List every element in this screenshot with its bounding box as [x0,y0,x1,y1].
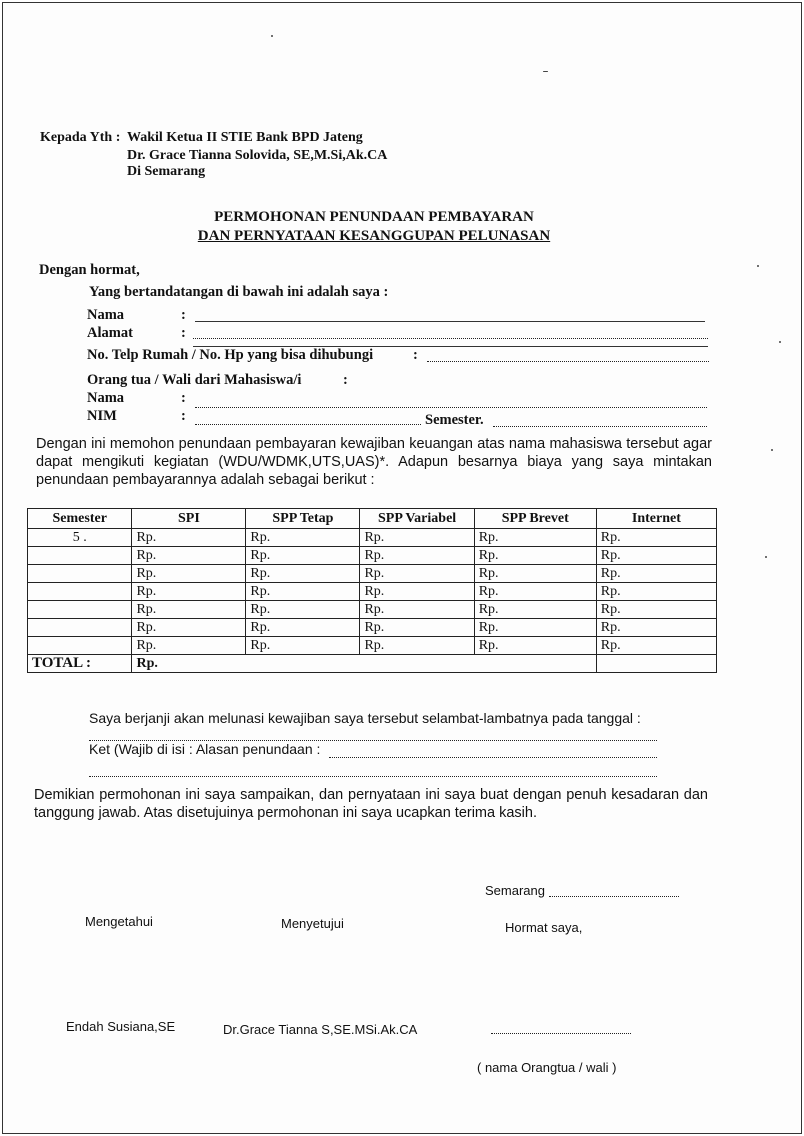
recipient-line1: Wakil Ketua II STIE Bank BPD Jateng [127,130,363,145]
header-cell: SPP Tetap [246,509,360,529]
spi-cell: Rp. [132,601,246,619]
spp-variabel-cell: Rp. [360,637,474,655]
scan-speck [771,449,773,451]
table-row [28,565,717,583]
spp-tetap-cell: Rp. [246,601,360,619]
header-cell: Semester [28,509,132,529]
semester-input-line [493,426,707,427]
field-label-alamat: Alamat [87,325,133,341]
internet-cell: Rp. [596,601,716,619]
field-label-nama: Nama [87,307,125,323]
internet-cell: Rp. [596,547,716,565]
recipient-line2: Dr. Grace Tianna Solovida, SE,M.Si,Ak.CA [127,148,388,163]
colon: : [343,372,348,388]
spi-cell: Rp. [132,619,246,637]
signer-name-1: Endah Susiana,SE [66,1019,176,1034]
spp-variabel-cell: Rp. [360,529,474,547]
closing-paragraph: Demikian permohonan ini saya sampaikan, dan pernyataan ini saya buat dengan penuh kesadaran dan tanggung jawab. Atas disetujuinya permohonan ini saya ucapkan terima kasih. [34,787,708,821]
internet-cell: Rp. [596,529,716,547]
internet-cell: Rp. [596,619,716,637]
spp-variabel-cell: Rp. [360,547,474,565]
table-row [28,547,717,565]
title-line2: DAN PERNYATAAN KESANGGUPAN PELUNASAN [197,228,551,244]
semester-cell [28,547,132,565]
spp-variabel-cell: Rp. [360,619,474,637]
spp-brevet-cell: Rp. [474,637,596,655]
spi-cell: Rp. [132,529,246,547]
table-row [28,637,717,655]
semester-cell [28,637,132,655]
spp-brevet-cell: Rp. [474,529,596,547]
parent-nama-input-line [195,407,707,408]
colon: : [181,390,186,406]
spp-brevet-cell: Rp. [474,547,596,565]
title-line1: PERMOHONAN PENUNDAAN PEMBAYARAN [214,209,534,225]
spp-tetap-cell: Rp. [246,637,360,655]
semester-cell [28,583,132,601]
signer-name-3: ( nama Orangtua / wali ) [477,1060,617,1075]
request-paragraph: Dengan ini memohon penundaan pembayaran kewajiban keuangan atas nama mahasiswa tersebut agar dapat mengikuti kegiatan (WDU/WDMK,UTS,UAS)*. Adapun besarnya biaya yang saya mintakan penundaan pembayarannya adalah sebagai berikut : [36,436,712,488]
internet-cell: Rp. [596,565,716,583]
spp-brevet-cell: Rp. [474,601,596,619]
table-row [28,601,717,619]
semester-cell [28,619,132,637]
recipient-label: Kepada Yth : [40,130,121,145]
colon: : [413,347,418,363]
document-page [2,2,802,1134]
header-cell: SPI [132,509,246,529]
spp-variabel-cell: Rp. [360,601,474,619]
signer-name-2: Dr.Grace Tianna S,SE.MSi.Ak.CA [223,1022,418,1037]
spp-tetap-cell: Rp. [246,565,360,583]
table-row [28,529,717,547]
colon: : [181,325,186,341]
internet-cell: Rp. [596,583,716,601]
scan-speck [757,265,759,267]
date-line [549,896,679,897]
semester-cell: 5 . [28,529,132,547]
field-label-nim: NIM [87,408,117,424]
spp-brevet-cell: Rp. [474,583,596,601]
recipient-line3: Di Semarang [127,164,206,179]
nama-input-line [195,321,705,322]
header-cell: SPP Brevet [474,509,596,529]
payment-table [27,508,717,673]
spi-cell: Rp. [132,583,246,601]
field-label-telp: No. Telp Rumah / No. Hp yang bisa dihubungi [87,347,374,363]
spp-tetap-cell: Rp. [246,619,360,637]
spi-cell: Rp. [132,547,246,565]
ket-input-line-2 [89,776,657,777]
total-empty-cell [596,655,716,673]
signature-mengetahui: Mengetahui [85,914,153,929]
spp-tetap-cell: Rp. [246,529,360,547]
nim-input-line [195,424,421,425]
signer-3-line [491,1033,631,1034]
field-label-parent-nama: Nama [87,390,125,406]
spi-cell: Rp. [132,637,246,655]
ket-label: Ket (Wajib di isi : Alasan penundaan : [89,741,321,757]
table-total-row [28,655,717,673]
table-row [28,583,717,601]
spp-tetap-cell: Rp. [246,583,360,601]
colon: : [181,408,186,424]
total-value: Rp. [132,655,596,673]
scan-speck [765,556,767,558]
intro-text: Yang bertandatangan di bawah ini adalah saya : [89,284,389,300]
header-cell: SPP Variabel [360,509,474,529]
scan-speck [543,71,548,72]
signature-hormat: Hormat saya, [505,920,583,935]
alamat-input-line [193,338,708,339]
table-header-row [28,509,717,529]
spp-brevet-cell: Rp. [474,565,596,583]
scan-speck [271,35,273,37]
promise-text: Saya berjanji akan melunasi kewajiban saya tersebut selambat-lambatnya pada tanggal : [89,710,641,726]
place-label: Semarang [485,883,545,898]
spp-tetap-cell: Rp. [246,547,360,565]
colon: : [181,307,186,323]
header-cell: Internet [596,509,716,529]
internet-cell: Rp. [596,637,716,655]
scan-speck [779,341,781,343]
signature-menyetujui: Menyetujui [281,916,344,931]
telp-input-line [427,361,709,362]
table-row [28,619,717,637]
semester-cell [28,601,132,619]
spp-brevet-cell: Rp. [474,619,596,637]
ket-input-line [329,757,657,758]
spp-variabel-cell: Rp. [360,565,474,583]
field-label-semester: Semester. [425,412,484,428]
spi-cell: Rp. [132,565,246,583]
semester-cell [28,565,132,583]
spp-variabel-cell: Rp. [360,583,474,601]
field-label-parent: Orang tua / Wali dari Mahasiswa/i [87,372,302,388]
total-label: TOTAL : [28,655,132,673]
greeting: Dengan hormat, [39,262,140,278]
